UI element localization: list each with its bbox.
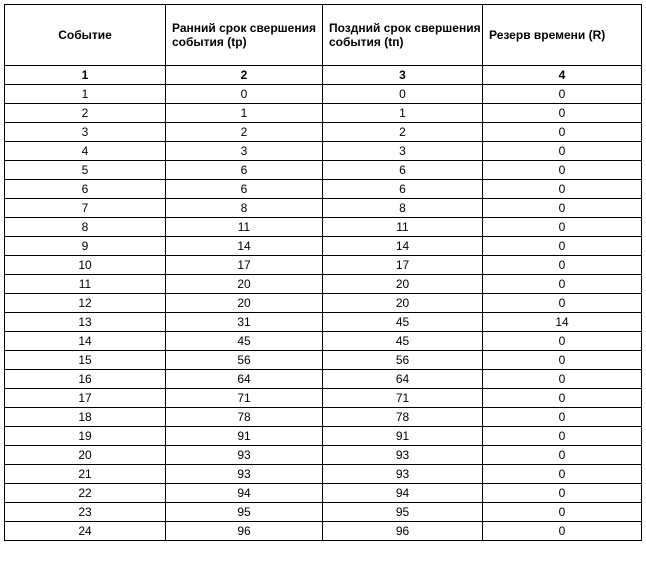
cell-event: 1 [5,85,166,104]
cell-event: 20 [5,446,166,465]
cell-early-time: 17 [166,256,323,275]
cell-event: 2 [5,104,166,123]
cell-late-time: 0 [323,85,483,104]
cell-early-time: 0 [166,85,323,104]
table-row [5,104,642,123]
cell-early-time: 56 [166,351,323,370]
cell-time-reserve: 0 [483,351,642,370]
cell-early-time: 78 [166,408,323,427]
cell-early-time: 6 [166,180,323,199]
cell-late-time: 3 [323,142,483,161]
table-row [5,275,642,294]
events-table [4,4,642,541]
cell-time-reserve: 0 [483,332,642,351]
cell-time-reserve: 0 [483,256,642,275]
cell-late-time: 93 [323,446,483,465]
column-number: 2 [166,66,323,85]
cell-early-time: 1 [166,104,323,123]
cell-event: 14 [5,332,166,351]
cell-event: 16 [5,370,166,389]
cell-late-time: 78 [323,408,483,427]
cell-late-time: 91 [323,427,483,446]
cell-event: 13 [5,313,166,332]
table-row [5,465,642,484]
cell-time-reserve: 0 [483,123,642,142]
cell-time-reserve: 0 [483,199,642,218]
header-early-time: Ранний срок свершения события (tр) [166,5,323,66]
cell-event: 10 [5,256,166,275]
cell-late-time: 1 [323,104,483,123]
cell-time-reserve: 0 [483,237,642,256]
cell-time-reserve: 0 [483,104,642,123]
table-row [5,161,642,180]
cell-early-time: 95 [166,503,323,522]
table-row [5,180,642,199]
cell-time-reserve: 0 [483,503,642,522]
cell-event: 23 [5,503,166,522]
header-late-time: Поздний срок свершения события (tп) [323,5,483,66]
cell-event: 11 [5,275,166,294]
cell-late-time: 8 [323,199,483,218]
cell-event: 21 [5,465,166,484]
cell-early-time: 45 [166,332,323,351]
cell-time-reserve: 14 [483,313,642,332]
cell-event: 6 [5,180,166,199]
cell-time-reserve: 0 [483,142,642,161]
cell-event: 12 [5,294,166,313]
cell-late-time: 94 [323,484,483,503]
header-time-reserve: Резерв времени (R) [483,5,642,66]
cell-late-time: 45 [323,332,483,351]
cell-time-reserve: 0 [483,522,642,541]
column-number: 1 [5,66,166,85]
table-row [5,142,642,161]
cell-early-time: 14 [166,237,323,256]
cell-early-time: 8 [166,199,323,218]
cell-early-time: 93 [166,446,323,465]
cell-early-time: 94 [166,484,323,503]
table-row [5,199,642,218]
header-row [5,5,642,66]
cell-event: 19 [5,427,166,446]
table-row [5,427,642,446]
column-number: 3 [323,66,483,85]
cell-late-time: 20 [323,294,483,313]
cell-late-time: 56 [323,351,483,370]
cell-early-time: 20 [166,275,323,294]
cell-late-time: 71 [323,389,483,408]
cell-late-time: 6 [323,161,483,180]
cell-event: 8 [5,218,166,237]
cell-time-reserve: 0 [483,427,642,446]
cell-event: 17 [5,389,166,408]
cell-time-reserve: 0 [483,370,642,389]
cell-time-reserve: 0 [483,161,642,180]
table-row [5,85,642,104]
table-row [5,313,642,332]
table-row [5,332,642,351]
cell-late-time: 6 [323,180,483,199]
cell-late-time: 14 [323,237,483,256]
column-number: 4 [483,66,642,85]
cell-time-reserve: 0 [483,484,642,503]
table-row [5,389,642,408]
cell-event: 4 [5,142,166,161]
cell-event: 22 [5,484,166,503]
cell-early-time: 64 [166,370,323,389]
cell-time-reserve: 0 [483,218,642,237]
cell-time-reserve: 0 [483,180,642,199]
cell-early-time: 20 [166,294,323,313]
column-number-row [5,66,642,85]
cell-time-reserve: 0 [483,389,642,408]
cell-event: 5 [5,161,166,180]
table-row [5,446,642,465]
table-row [5,237,642,256]
cell-event: 3 [5,123,166,142]
cell-event: 18 [5,408,166,427]
table-row [5,351,642,370]
table-row [5,370,642,389]
cell-late-time: 45 [323,313,483,332]
table-row [5,503,642,522]
cell-late-time: 93 [323,465,483,484]
cell-time-reserve: 0 [483,408,642,427]
cell-late-time: 17 [323,256,483,275]
cell-time-reserve: 0 [483,446,642,465]
table-row [5,123,642,142]
cell-event: 7 [5,199,166,218]
table-row [5,408,642,427]
cell-late-time: 11 [323,218,483,237]
cell-early-time: 31 [166,313,323,332]
cell-late-time: 2 [323,123,483,142]
cell-early-time: 96 [166,522,323,541]
cell-time-reserve: 0 [483,465,642,484]
table-row [5,294,642,313]
cell-late-time: 95 [323,503,483,522]
cell-early-time: 2 [166,123,323,142]
cell-late-time: 20 [323,275,483,294]
table-row [5,522,642,541]
cell-event: 15 [5,351,166,370]
cell-early-time: 71 [166,389,323,408]
cell-early-time: 3 [166,142,323,161]
cell-early-time: 91 [166,427,323,446]
header-event: Событие [5,5,166,66]
table-row [5,218,642,237]
cell-early-time: 6 [166,161,323,180]
cell-early-time: 93 [166,465,323,484]
cell-time-reserve: 0 [483,85,642,104]
cell-time-reserve: 0 [483,294,642,313]
cell-late-time: 64 [323,370,483,389]
cell-late-time: 96 [323,522,483,541]
cell-event: 9 [5,237,166,256]
cell-event: 24 [5,522,166,541]
cell-early-time: 11 [166,218,323,237]
cell-time-reserve: 0 [483,275,642,294]
table-row [5,256,642,275]
table-row [5,484,642,503]
